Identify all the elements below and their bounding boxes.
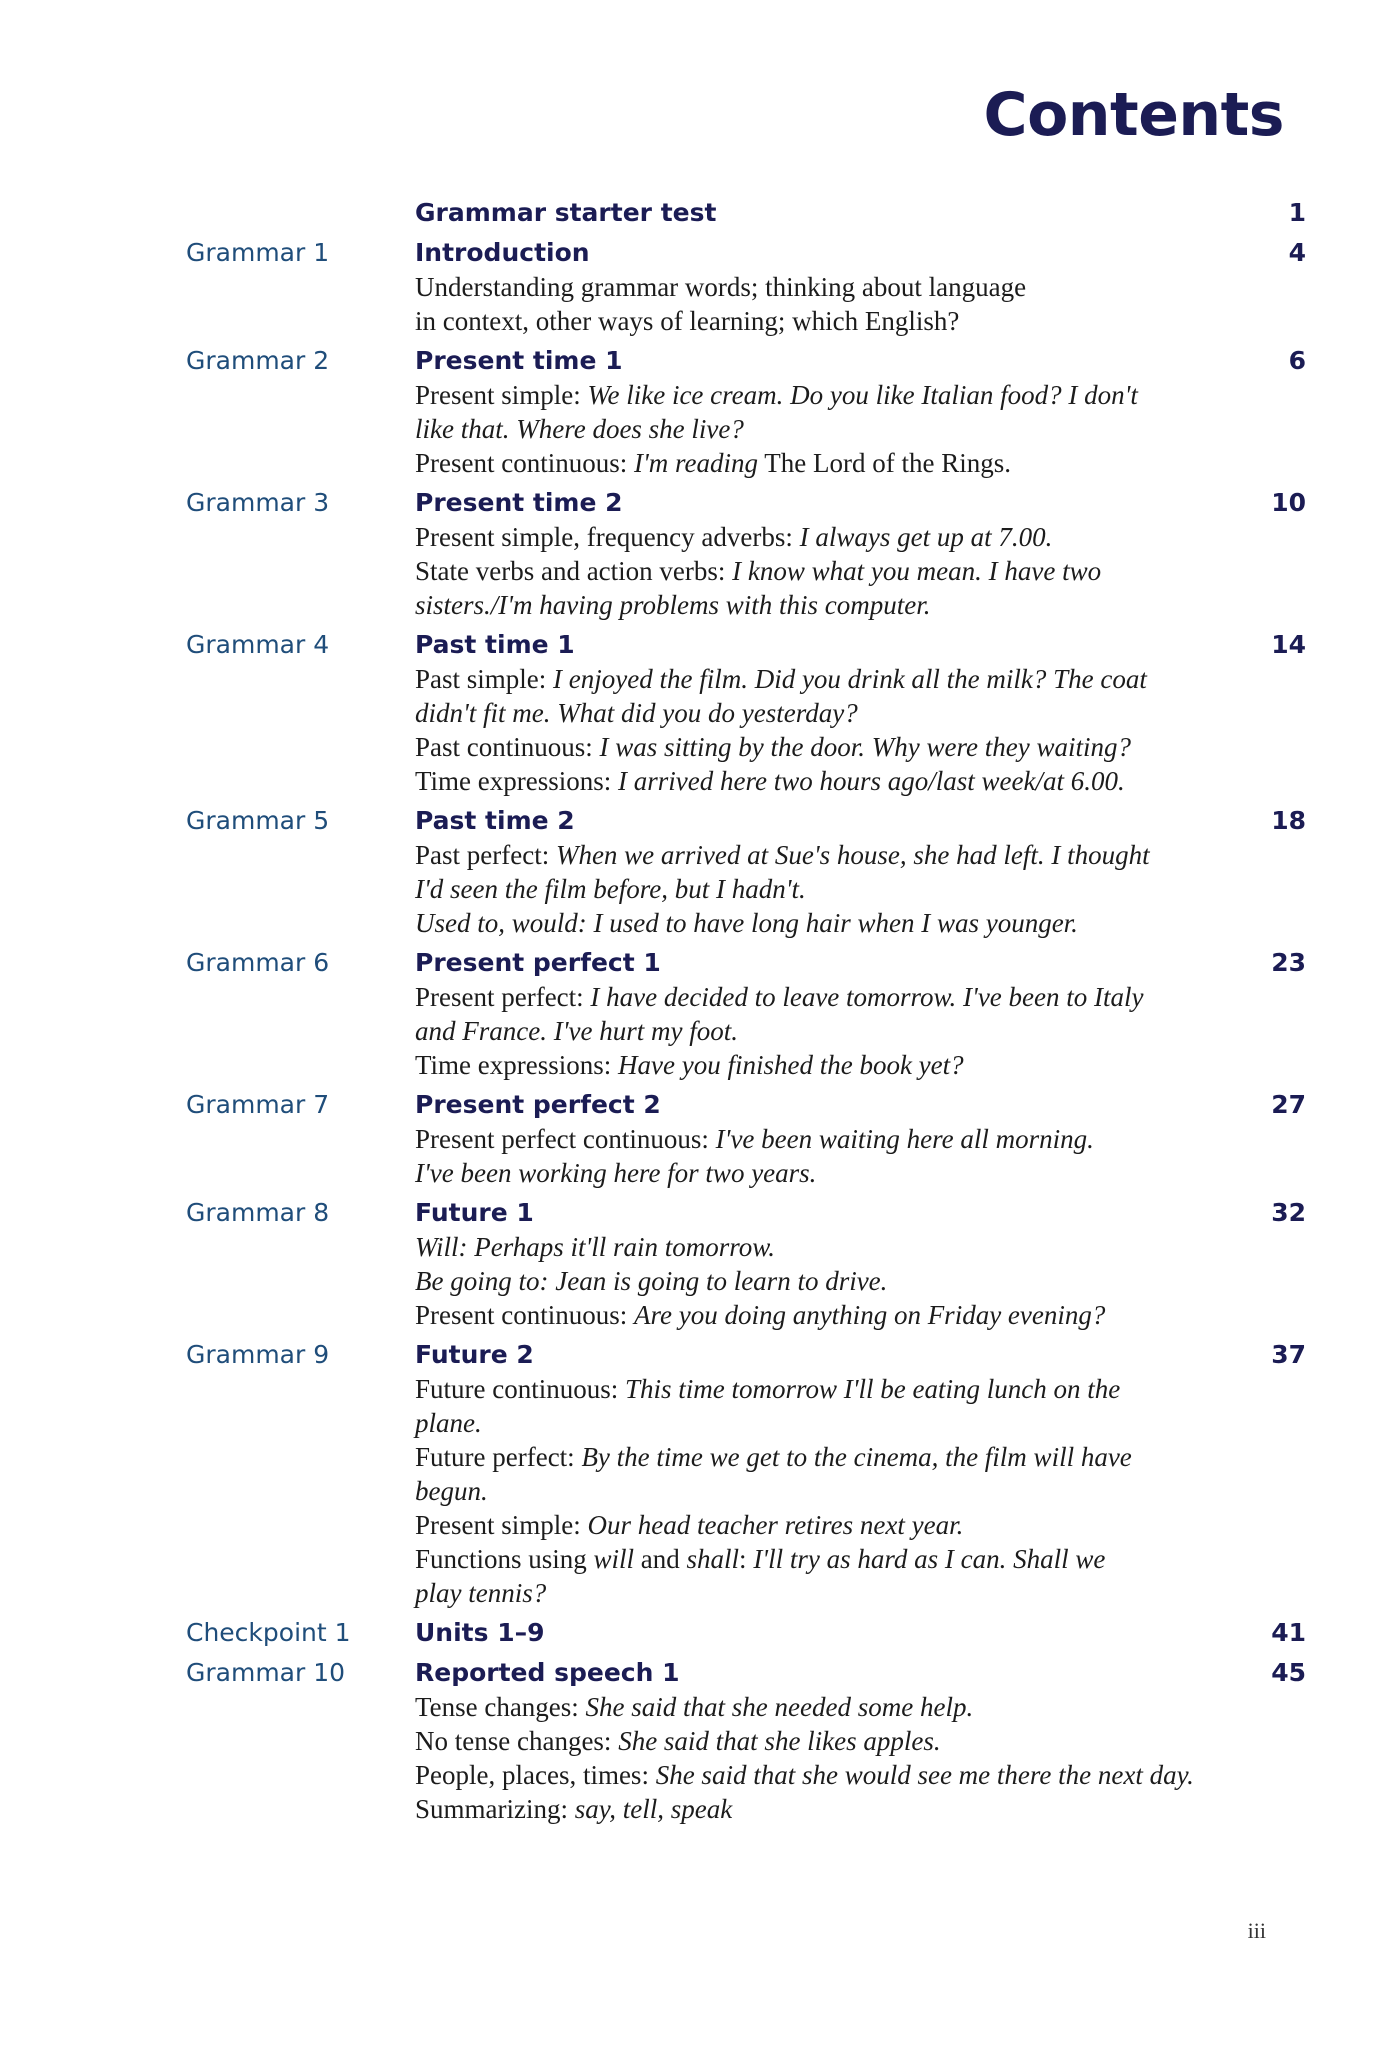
topic-text: Present continuous: bbox=[415, 1300, 634, 1330]
toc-entry-title: Present time 2 bbox=[415, 488, 623, 517]
toc-entry bbox=[186, 804, 1306, 940]
toc-description-line bbox=[415, 1792, 1215, 1826]
toc-page-number: 1 bbox=[1288, 198, 1306, 227]
toc-unit-label: Grammar 5 bbox=[186, 806, 330, 835]
toc-entry-title: Units 1–9 bbox=[415, 1618, 545, 1647]
toc-description-line bbox=[415, 1724, 1215, 1758]
example-text: This time tomorrow I'll be eating lunch on the bbox=[625, 1374, 1121, 1404]
toc-entry bbox=[186, 486, 1306, 622]
topic-text: No tense changes: bbox=[415, 1726, 619, 1756]
topic-text: Present simple: bbox=[415, 380, 588, 410]
topic-text: Past simple: bbox=[415, 664, 554, 694]
example-text: I was sitting by the door. Why were they waiting? bbox=[599, 732, 1131, 762]
toc-description-line bbox=[415, 1406, 1215, 1440]
example-text: I arrived here two hours ago/last week/at 6.00. bbox=[618, 766, 1125, 796]
toc-entry-title: Past time 1 bbox=[415, 630, 575, 659]
example-text: I'd seen the film before, but I hadn't. bbox=[415, 874, 806, 904]
example-text: I know what you mean. I have two bbox=[732, 556, 1102, 586]
example-text: I've been waiting here all morning. bbox=[715, 1124, 1094, 1154]
toc-page-number: 37 bbox=[1271, 1340, 1306, 1369]
toc-description-line bbox=[415, 730, 1215, 764]
toc-description-line bbox=[415, 1440, 1215, 1474]
example-text: begun. bbox=[415, 1476, 488, 1506]
toc-unit-label: Grammar 9 bbox=[186, 1340, 330, 1369]
topic-text: State verbs and action verbs: bbox=[415, 556, 733, 586]
toc-unit-label: Grammar 7 bbox=[186, 1090, 330, 1119]
toc-description-line bbox=[415, 662, 1215, 696]
example-text: sisters./I'm having problems with this computer. bbox=[415, 590, 931, 620]
toc-entry-title: Future 1 bbox=[415, 1198, 534, 1227]
toc-entry bbox=[186, 1338, 1306, 1610]
toc-entry-body bbox=[415, 236, 1215, 338]
toc-unit-label: Grammar 10 bbox=[186, 1658, 346, 1687]
example-text: didn't fit me. What did you do yesterday? bbox=[415, 698, 858, 728]
toc-entry-body bbox=[415, 628, 1215, 798]
topic-text: Summarizing: bbox=[415, 1794, 575, 1824]
topic-text: People, places, times: bbox=[415, 1760, 656, 1790]
toc-description-line bbox=[415, 1690, 1215, 1724]
toc-entry bbox=[186, 236, 1306, 338]
topic-text: Present perfect continuous: bbox=[415, 1124, 716, 1154]
toc-description-line bbox=[415, 872, 1215, 906]
topic-text: Past perfect: bbox=[415, 840, 556, 870]
example-text: say, tell, speak bbox=[574, 1794, 733, 1824]
toc-description-line bbox=[415, 764, 1215, 798]
example-text: She said that she would see me there the next day. bbox=[655, 1760, 1194, 1790]
topic-text: The Lord of the Rings. bbox=[758, 448, 1011, 478]
toc-entry-title: Future 2 bbox=[415, 1340, 534, 1369]
toc-entry-title: Past time 2 bbox=[415, 806, 575, 835]
page-title: Contents bbox=[983, 80, 1284, 150]
toc-entry-body bbox=[415, 1616, 1215, 1650]
topic-text: Present simple, frequency adverbs: bbox=[415, 522, 800, 552]
toc-unit-label: Grammar 3 bbox=[186, 488, 330, 517]
toc-page-number: 18 bbox=[1271, 806, 1306, 835]
toc-page-number: 45 bbox=[1271, 1658, 1306, 1687]
topic-text: : bbox=[739, 1544, 754, 1574]
toc-unit-label: Grammar 4 bbox=[186, 630, 330, 659]
toc-description-line bbox=[415, 1542, 1215, 1576]
topic-text: Present perfect: bbox=[415, 982, 591, 1012]
toc-description-line bbox=[415, 1230, 1215, 1264]
example-text: play tennis? bbox=[415, 1578, 547, 1608]
toc-entry-body bbox=[415, 1088, 1215, 1190]
toc-description-line bbox=[415, 412, 1215, 446]
topic-text: Functions using bbox=[415, 1544, 594, 1574]
toc-description-line bbox=[415, 1048, 1215, 1082]
example-text: When we arrived at Sue's house, she had left. I thought bbox=[555, 840, 1150, 870]
example-text: like that. Where does she live? bbox=[415, 414, 744, 444]
toc-page-number: 32 bbox=[1271, 1198, 1306, 1227]
example-text: We like ice cream. Do you like Italian food? I don't bbox=[587, 380, 1138, 410]
toc-entry-body bbox=[415, 486, 1215, 622]
example-text: She said that she likes apples. bbox=[618, 1726, 941, 1756]
toc-description-line bbox=[415, 838, 1215, 872]
example-text: She said that she needed some help. bbox=[585, 1692, 974, 1722]
toc-page-number: 14 bbox=[1271, 630, 1306, 659]
toc-description-line bbox=[415, 1372, 1215, 1406]
toc-page-number: 41 bbox=[1271, 1618, 1306, 1647]
example-text: Be going to: Jean is going to learn to drive. bbox=[415, 1266, 888, 1296]
toc-unit-label: Grammar 1 bbox=[186, 238, 330, 267]
toc-unit-label: Grammar 6 bbox=[186, 948, 330, 977]
toc-description-line bbox=[415, 1298, 1215, 1332]
toc-page-number: 6 bbox=[1288, 346, 1306, 375]
example-text: Will: Perhaps it'll rain tomorrow. bbox=[415, 1232, 776, 1262]
toc-unit-label: Checkpoint 1 bbox=[186, 1618, 351, 1647]
toc-page-number: 27 bbox=[1271, 1090, 1306, 1119]
toc-entry-body bbox=[415, 946, 1215, 1082]
toc-description-line bbox=[415, 270, 1215, 304]
toc-page-number: 4 bbox=[1288, 238, 1306, 267]
topic-text: Understanding grammar words; thinking about language bbox=[415, 272, 1027, 302]
toc-description-line bbox=[415, 1264, 1215, 1298]
topic-text: Time expressions: bbox=[415, 766, 619, 796]
toc-entry bbox=[186, 1196, 1306, 1332]
topic-text: in context, other ways of learning; which English? bbox=[415, 306, 960, 336]
page-number: iii bbox=[1247, 1918, 1266, 1943]
toc-description-line bbox=[415, 696, 1215, 730]
toc-entry-body bbox=[415, 804, 1215, 940]
toc-entry-title: Present time 1 bbox=[415, 346, 623, 375]
example-text: Are you doing anything on Friday evening? bbox=[633, 1300, 1106, 1330]
toc-entry-title: Present perfect 2 bbox=[415, 1090, 661, 1119]
toc-unit-label: Grammar 2 bbox=[186, 346, 330, 375]
toc-entry-body bbox=[415, 196, 1215, 230]
contents-list bbox=[186, 196, 1306, 1832]
example-text: I enjoyed the film. Did you drink all the milk? The coat bbox=[553, 664, 1147, 694]
example-text: Our head teacher retires next year. bbox=[587, 1510, 964, 1540]
toc-page-number: 23 bbox=[1271, 948, 1306, 977]
toc-entry bbox=[186, 1088, 1306, 1190]
toc-description-line bbox=[415, 1014, 1215, 1048]
toc-entry-body bbox=[415, 1338, 1215, 1610]
toc-description-line bbox=[415, 446, 1215, 480]
topic-text: Past continuous: bbox=[415, 732, 600, 762]
toc-entry-body bbox=[415, 344, 1215, 480]
toc-entry bbox=[186, 1616, 1306, 1650]
toc-description-line bbox=[415, 1576, 1215, 1610]
example-text: I always get up at 7.00. bbox=[799, 522, 1053, 552]
example-text: I have decided to leave tomorrow. I've been to Italy bbox=[590, 982, 1144, 1012]
toc-description-line bbox=[415, 1758, 1215, 1792]
topic-text: Tense changes: bbox=[415, 1692, 586, 1722]
toc-description-line bbox=[415, 980, 1215, 1014]
toc-entry bbox=[186, 946, 1306, 1082]
topic-text: Future continuous: bbox=[415, 1374, 625, 1404]
example-text: shall bbox=[686, 1544, 740, 1574]
toc-description-line bbox=[415, 906, 1215, 940]
toc-entry-body bbox=[415, 1656, 1215, 1826]
toc-description-line bbox=[415, 1474, 1215, 1508]
toc-description-line bbox=[415, 554, 1215, 588]
toc-entry-title: Reported speech 1 bbox=[415, 1658, 680, 1687]
example-text: Used to, would: I used to have long hair when I was younger. bbox=[415, 908, 1078, 938]
example-text: plane. bbox=[415, 1408, 482, 1438]
topic-text: Future perfect: bbox=[415, 1442, 582, 1472]
example-text: I'll try as hard as I can. Shall we bbox=[753, 1544, 1106, 1574]
topic-text: Present simple: bbox=[415, 1510, 588, 1540]
toc-entry-title: Present perfect 1 bbox=[415, 948, 661, 977]
toc-entry bbox=[186, 628, 1306, 798]
example-text: By the time we get to the cinema, the film will have bbox=[581, 1442, 1132, 1472]
toc-description-line bbox=[415, 1122, 1215, 1156]
example-text: will bbox=[593, 1544, 635, 1574]
toc-entry-title: Grammar starter test bbox=[415, 198, 717, 227]
toc-entry-title: Introduction bbox=[415, 238, 590, 267]
toc-description-line bbox=[415, 378, 1215, 412]
example-text: Have you finished the book yet? bbox=[618, 1050, 964, 1080]
toc-entry bbox=[186, 1656, 1306, 1826]
example-text: I've been working here for two years. bbox=[415, 1158, 817, 1188]
toc-unit-label: Grammar 8 bbox=[186, 1198, 330, 1227]
toc-entry-body bbox=[415, 1196, 1215, 1332]
toc-entry bbox=[186, 344, 1306, 480]
topic-text: Present continuous: bbox=[415, 448, 634, 478]
toc-description-line bbox=[415, 1156, 1215, 1190]
toc-description-line bbox=[415, 304, 1215, 338]
toc-description-line bbox=[415, 588, 1215, 622]
toc-page-number: 10 bbox=[1271, 488, 1306, 517]
example-text: and France. I've hurt my foot. bbox=[415, 1016, 738, 1046]
example-text: I'm reading bbox=[633, 448, 758, 478]
toc-description-line bbox=[415, 1508, 1215, 1542]
topic-text: Time expressions: bbox=[415, 1050, 619, 1080]
topic-text: and bbox=[634, 1544, 687, 1574]
toc-description-line bbox=[415, 520, 1215, 554]
toc-entry bbox=[186, 196, 1306, 230]
